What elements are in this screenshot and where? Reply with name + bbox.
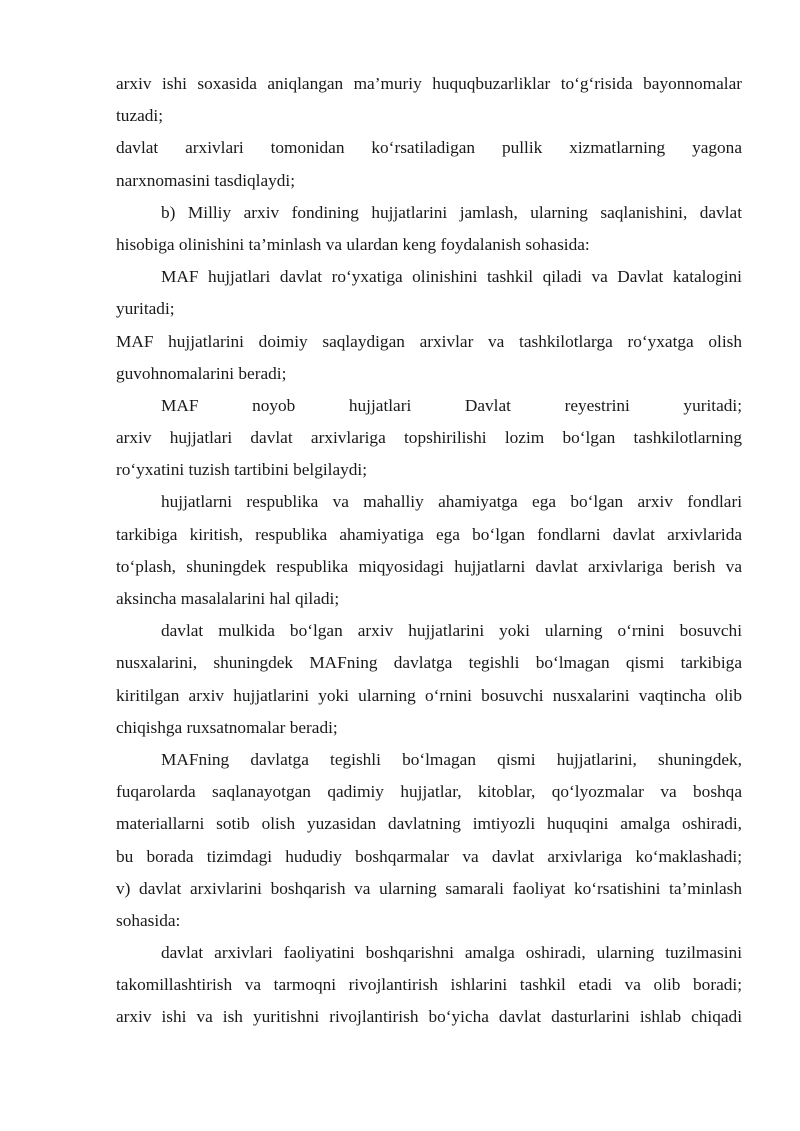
text-line: yuritadi; [116, 299, 175, 319]
document-page [116, 68, 742, 1034]
text-line: aksincha masalalarini hal qiladi; [116, 589, 340, 608]
text-line: to‘plash, shuningdek respublika miqyosidagi hujjatlarni davlat arxivlariga berish va [116, 556, 742, 576]
text-line: MAF hujjatlarini doimiy saqlaydigan arxivlar va tashkilotlarga ro‘yxatga olish [116, 331, 742, 351]
text-line: arxiv ishi soxasida aniqlangan ma’muriy huquqbuzarliklar to‘g‘risida bayonnomalar [116, 74, 742, 93]
text-line: fuqarolarda saqlanayotgan qadimiy hujjatlar, kitoblar, qo‘lyozmalar va boshqa [116, 782, 742, 802]
text-line: davlat arxivlari tomonidan ko‘rsatiladigan pullik xizmatlarning yagona [116, 138, 742, 158]
text-line: MAF noyob hujjatlari Davlat reyestrini yuritadi; [161, 395, 742, 415]
text-line: b) Milliy arxiv fondining hujjatlarini jamlash, ularning saqlanishini, davlat [161, 202, 742, 222]
text-line: hujjatlarni respublika va mahalliy ahamiyatga ega bo‘lgan arxiv fondlari [161, 492, 742, 512]
text-line: ro‘yxatini tuzish tartibini belgilaydi; [116, 460, 368, 480]
text-line: materiallarni sotib olish yuzasidan davlatning imtiyozli huquqini amalga oshiradi, [116, 814, 742, 834]
text-line: tuzadi; [116, 106, 164, 126]
text-line: tarkibiga kiritish, respublika ahamiyatiga ega bo‘lgan fondlarni davlat arxivlarida [116, 524, 742, 544]
text-line: nusxalarini, shuningdek MAFning davlatga tegishli bo‘lmagan qismi tarkibiga [116, 653, 742, 673]
text-line: arxiv ishi va ish yuritishni rivojlantirish bo‘yicha davlat dasturlarini ishlab chiqadi [116, 1007, 742, 1027]
text-line: davlat arxivlari faoliyatini boshqarishni amalga oshiradi, ularning tuzilmasini [161, 943, 742, 963]
text-line: sohasida: [116, 910, 181, 930]
text-line: arxiv hujjatlari davlat arxivlariga topshirilishi lozim bo‘lgan tashkilotlarning [116, 428, 742, 448]
text-line: v) davlat arxivlarini boshqarish va ularning samarali faoliyat ko‘rsatishini ta’minlash [116, 878, 742, 898]
text-line: takomillashtirish va tarmoqni rivojlantirish ishlarini tashkil etadi va olib boradi; [116, 975, 742, 995]
text-line: guvohnomalarini beradi; [116, 363, 287, 383]
text-line: hisobiga olinishini ta’minlash va ulardan keng foydalanish sohasida: [116, 234, 590, 254]
text-line: MAF hujjatlari davlat ro‘yxatiga olinishini tashkil qiladi va Davlat katalogini [161, 267, 742, 287]
text-line: davlat mulkida bo‘lgan arxiv hujjatlarini yoki ularning o‘rnini bosuvchi [161, 621, 742, 641]
text-line: narxnomasini tasdiqlaydi; [116, 170, 296, 190]
text-line: chiqishga ruxsatnomalar beradi; [116, 717, 338, 737]
text-line: kiritilgan arxiv hujjatlarini yoki ularning o‘rnini bosuvchi nusxalarini vaqtincha olib [116, 685, 742, 705]
text-line: MAFning davlatga tegishli bo‘lmagan qismi hujjatlarini, shuningdek, [161, 749, 742, 769]
text-line: bu borada tizimdagi hududiy boshqarmalar va davlat arxivlariga ko‘maklashadi; [116, 846, 742, 866]
